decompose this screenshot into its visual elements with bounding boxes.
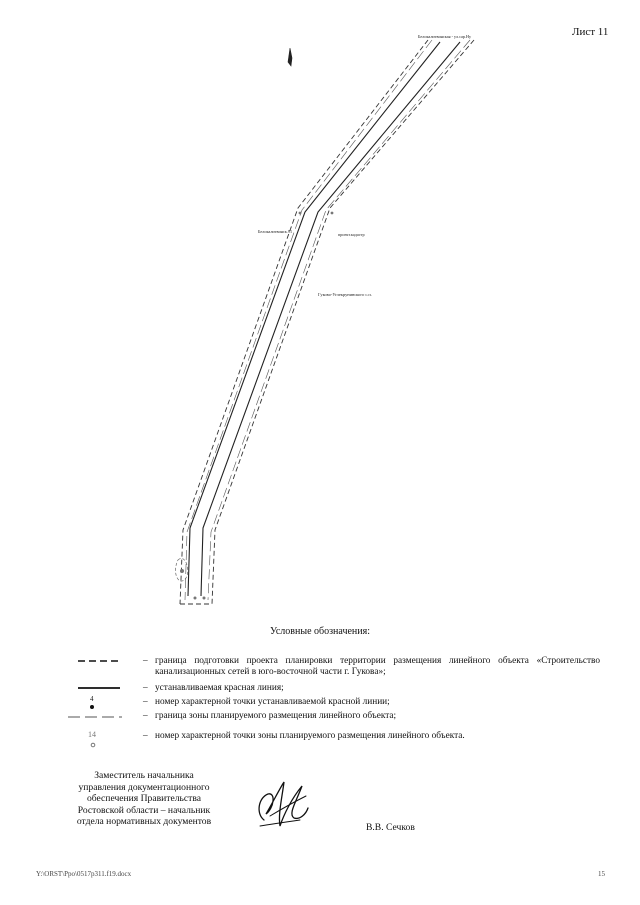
zone-point-label: 14 xyxy=(88,730,96,739)
zone-point-symbol xyxy=(89,741,97,749)
zone-point-marker xyxy=(203,597,206,600)
zone-point-marker xyxy=(180,569,184,573)
red-line-right xyxy=(201,42,460,596)
red-line-symbol xyxy=(78,685,120,691)
legend-text: устанавливаемая красная линия; xyxy=(155,683,284,693)
red-line-point-symbol xyxy=(88,703,96,711)
project-boundary-right xyxy=(212,40,474,604)
page-number: 15 xyxy=(598,870,605,878)
legend-text: граница подготовки проекта планировки территории размещения линейного объекта «Строительство канализационных сетей в юго-восточной части г. Гукова»; xyxy=(155,656,600,677)
red-line-left xyxy=(188,42,440,596)
signer-name: В.В. Сечков xyxy=(366,822,415,833)
legend-text: номер характерной точки зоны планируемого размещения линейного объекта. xyxy=(155,731,465,741)
legend-dash: – xyxy=(143,656,148,666)
legend-text: номер характерной точки устанавливаемой красной линии; xyxy=(155,697,390,707)
legend-dash: – xyxy=(143,711,148,721)
signatory-position xyxy=(60,770,228,828)
sheet-label: Лист 11 xyxy=(572,26,609,38)
zone-point-marker xyxy=(194,597,197,600)
zone-boundary-left xyxy=(185,40,432,600)
footer-file-path: Y:\ORST\Ppo\0517p311.f19.docx xyxy=(36,870,132,878)
dashed-border-symbol xyxy=(78,658,122,664)
zone-point-marker xyxy=(299,212,302,215)
legend-text: граница зоны планируемого размещения линейного объекта; xyxy=(155,711,397,721)
map-label-top: Белокалитвинская - ул.сар.Ну xyxy=(418,34,472,39)
map-label-left: Белокалитвинск.91 xyxy=(258,229,293,234)
map-label-right: проект.кадастр xyxy=(338,232,365,237)
position-line: управления документационного xyxy=(78,781,210,793)
position-line: обеспечения Правительства xyxy=(87,793,201,804)
position-line: отдела нормативных документов xyxy=(76,816,212,827)
zone-boundary-symbol xyxy=(68,714,122,720)
legend-title: Условные обозначения: xyxy=(269,626,370,637)
position-line: Ростовской области – начальник xyxy=(77,804,211,816)
legend-dash: – xyxy=(143,731,148,741)
zone-boundary-right xyxy=(208,40,470,600)
north-arrow-icon xyxy=(288,48,292,66)
handwritten-signature xyxy=(250,774,314,834)
position-line: Заместитель начальника xyxy=(94,770,194,781)
zone-point-marker xyxy=(331,212,334,215)
legend-dash: – xyxy=(143,683,148,693)
red-line-point-label: 4 xyxy=(90,695,94,703)
legend-dash: – xyxy=(143,697,148,707)
map-label-center: Гуково-Углекрунинского с.п. xyxy=(318,292,372,297)
